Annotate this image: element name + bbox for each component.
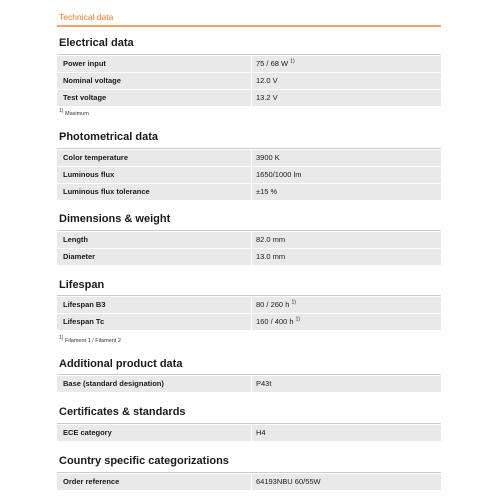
section-heading-photometrical: Photometrical data bbox=[59, 131, 159, 143]
section-heading-additional: Additional product data bbox=[59, 358, 183, 370]
row-label: Lifespan Tc bbox=[63, 317, 105, 326]
table-row bbox=[57, 150, 441, 167]
footnote bbox=[59, 335, 121, 344]
document-title: Technical data bbox=[59, 12, 114, 22]
row-label: Diameter bbox=[63, 252, 96, 261]
section-heading-country: Country specific categorizations bbox=[59, 455, 229, 467]
row-label: Test voltage bbox=[63, 93, 107, 102]
table-row bbox=[57, 167, 441, 184]
footnote-text: Filament 1 / Filament 2 bbox=[64, 338, 121, 344]
row-value: 80 / 260 h $^{1)}$ bbox=[256, 299, 296, 309]
table-row bbox=[57, 297, 441, 314]
table-row bbox=[57, 474, 441, 491]
row-label: Color temperature bbox=[63, 153, 129, 162]
column-divider bbox=[251, 56, 252, 72]
footnote-marker: 1) bbox=[59, 335, 64, 342]
column-divider bbox=[251, 314, 252, 330]
row-label: ECE category bbox=[63, 428, 112, 437]
row-value: 13.2 V bbox=[256, 93, 278, 102]
footnote-marker: 1) bbox=[295, 316, 301, 323]
column-divider bbox=[251, 474, 252, 490]
column-divider bbox=[251, 90, 252, 106]
column-divider bbox=[251, 297, 252, 313]
row-value: 160 / 400 h $^{1)}$ bbox=[256, 316, 301, 326]
section-heading-lifespan: Lifespan bbox=[59, 279, 105, 291]
footnote-marker: 1) bbox=[291, 299, 296, 306]
section-rule bbox=[57, 295, 441, 296]
table-row bbox=[57, 56, 441, 73]
row-value: 64193NBU 60/55W bbox=[256, 477, 321, 486]
section-heading-certificates: Certificates & standards bbox=[59, 406, 186, 418]
column-divider bbox=[251, 232, 252, 248]
row-value: H4 bbox=[256, 428, 266, 437]
section-rule bbox=[57, 374, 441, 375]
table-row bbox=[57, 425, 441, 442]
column-divider bbox=[251, 376, 252, 392]
row-label: Lifespan B3 bbox=[63, 300, 106, 309]
row-value: 82.0 mm bbox=[256, 235, 286, 244]
row-value: P43t bbox=[256, 379, 272, 388]
column-divider bbox=[251, 249, 252, 265]
table-row bbox=[57, 73, 441, 90]
column-divider bbox=[251, 150, 252, 166]
section-heading-electrical: Electrical data bbox=[59, 37, 134, 49]
table-row bbox=[57, 249, 441, 266]
table-row bbox=[57, 184, 441, 201]
table-row bbox=[57, 90, 441, 107]
table-row bbox=[57, 376, 441, 393]
column-divider bbox=[251, 184, 252, 200]
section-rule bbox=[57, 148, 441, 149]
row-label: Base (standard designation) bbox=[63, 379, 164, 388]
column-divider bbox=[251, 425, 252, 441]
title-rule bbox=[57, 25, 441, 27]
footnote-marker: 1) bbox=[290, 58, 295, 65]
column-divider bbox=[251, 73, 252, 89]
row-value: 1650/1000 lm bbox=[256, 170, 302, 179]
row-value: 3900 K bbox=[256, 153, 280, 162]
table-row bbox=[57, 232, 441, 249]
row-value: 13.0 mm bbox=[256, 252, 286, 261]
section-rule bbox=[57, 230, 441, 231]
column-divider bbox=[251, 167, 252, 183]
row-label: Length bbox=[63, 235, 88, 244]
row-label: Nominal voltage bbox=[63, 76, 121, 85]
footnote bbox=[59, 108, 89, 117]
footnote-marker: 1) bbox=[59, 108, 64, 115]
row-label: Luminous flux bbox=[63, 170, 115, 179]
row-label: Luminous flux tolerance bbox=[63, 187, 150, 196]
table-row bbox=[57, 314, 441, 331]
section-rule bbox=[57, 423, 441, 424]
row-value: 12.0 V bbox=[256, 76, 278, 85]
row-value: 75 / 68 W $^{1)}$ bbox=[256, 58, 295, 68]
row-label: Order reference bbox=[63, 477, 120, 486]
section-rule bbox=[57, 472, 441, 473]
row-label: Power input bbox=[63, 59, 106, 68]
footnote-text: Maximum bbox=[64, 111, 89, 117]
section-rule bbox=[57, 54, 441, 55]
row-value: ±15 % bbox=[256, 187, 278, 196]
section-heading-dimensions: Dimensions & weight bbox=[59, 213, 171, 225]
